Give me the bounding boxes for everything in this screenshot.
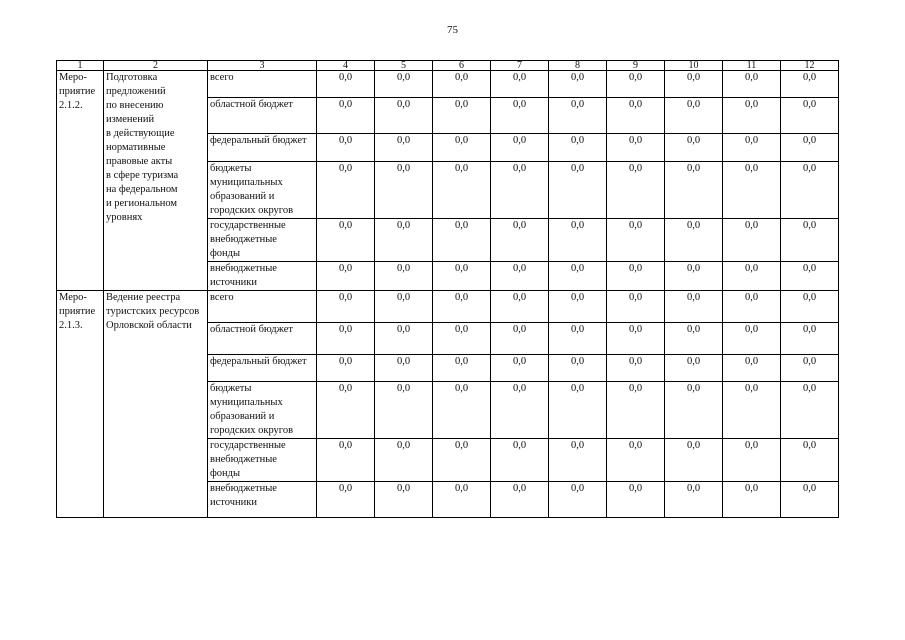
amount-cell: 0,0 xyxy=(375,323,433,355)
amount-cell: 0,0 xyxy=(549,291,607,323)
amount-cell: 0,0 xyxy=(317,291,375,323)
amount-cell: 0,0 xyxy=(723,219,781,262)
funding-source: федеральный бюджет xyxy=(208,134,317,162)
amount-cell: 0,0 xyxy=(375,262,433,291)
funding-source: бюджеты муниципальных образований и городских округов xyxy=(208,162,317,219)
activity-code: Меро- приятие 2.1.2. xyxy=(57,71,104,291)
amount-cell: 0,0 xyxy=(491,382,549,439)
amount-cell: 0,0 xyxy=(723,291,781,323)
amount-cell: 0,0 xyxy=(433,262,491,291)
amount-cell: 0,0 xyxy=(781,355,839,382)
column-number: 7 xyxy=(491,61,549,71)
amount-cell: 0,0 xyxy=(723,355,781,382)
amount-cell: 0,0 xyxy=(375,162,433,219)
amount-cell: 0,0 xyxy=(375,439,433,482)
amount-cell: 0,0 xyxy=(781,219,839,262)
amount-cell: 0,0 xyxy=(317,355,375,382)
amount-cell: 0,0 xyxy=(665,71,723,98)
amount-cell: 0,0 xyxy=(723,162,781,219)
amount-cell: 0,0 xyxy=(491,355,549,382)
amount-cell: 0,0 xyxy=(491,98,549,134)
amount-cell: 0,0 xyxy=(491,439,549,482)
amount-cell: 0,0 xyxy=(781,382,839,439)
funding-source: областной бюджет xyxy=(208,98,317,134)
amount-cell: 0,0 xyxy=(317,439,375,482)
amount-cell: 0,0 xyxy=(375,71,433,98)
amount-cell: 0,0 xyxy=(781,439,839,482)
amount-cell: 0,0 xyxy=(549,382,607,439)
amount-cell: 0,0 xyxy=(607,323,665,355)
amount-cell: 0,0 xyxy=(723,323,781,355)
column-number: 9 xyxy=(607,61,665,71)
amount-cell: 0,0 xyxy=(317,382,375,439)
amount-cell: 0,0 xyxy=(665,162,723,219)
column-number: 6 xyxy=(433,61,491,71)
amount-cell: 0,0 xyxy=(549,219,607,262)
amount-cell: 0,0 xyxy=(607,482,665,518)
amount-cell: 0,0 xyxy=(549,323,607,355)
amount-cell: 0,0 xyxy=(607,219,665,262)
amount-cell: 0,0 xyxy=(665,219,723,262)
amount-cell: 0,0 xyxy=(317,134,375,162)
amount-cell: 0,0 xyxy=(317,482,375,518)
funding-source: внебюджетные источники xyxy=(208,482,317,518)
amount-cell: 0,0 xyxy=(781,262,839,291)
table-row xyxy=(57,71,839,98)
amount-cell: 0,0 xyxy=(607,134,665,162)
amount-cell: 0,0 xyxy=(665,262,723,291)
amount-cell: 0,0 xyxy=(665,291,723,323)
column-number: 11 xyxy=(723,61,781,71)
amount-cell: 0,0 xyxy=(375,382,433,439)
amount-cell: 0,0 xyxy=(375,355,433,382)
amount-cell: 0,0 xyxy=(433,162,491,219)
amount-cell: 0,0 xyxy=(781,71,839,98)
activity-name: Ведение реестра туристских ресурсов Орловской области xyxy=(104,291,208,518)
funding-table xyxy=(56,60,839,518)
amount-cell: 0,0 xyxy=(665,134,723,162)
amount-cell: 0,0 xyxy=(665,98,723,134)
amount-cell: 0,0 xyxy=(433,98,491,134)
amount-cell: 0,0 xyxy=(549,162,607,219)
amount-cell: 0,0 xyxy=(433,291,491,323)
amount-cell: 0,0 xyxy=(607,71,665,98)
amount-cell: 0,0 xyxy=(491,291,549,323)
amount-cell: 0,0 xyxy=(665,355,723,382)
amount-cell: 0,0 xyxy=(491,323,549,355)
amount-cell: 0,0 xyxy=(433,355,491,382)
amount-cell: 0,0 xyxy=(723,98,781,134)
amount-cell: 0,0 xyxy=(491,262,549,291)
amount-cell: 0,0 xyxy=(781,134,839,162)
amount-cell: 0,0 xyxy=(723,262,781,291)
funding-source: федеральный бюджет xyxy=(208,355,317,382)
amount-cell: 0,0 xyxy=(607,291,665,323)
amount-cell: 0,0 xyxy=(781,291,839,323)
amount-cell: 0,0 xyxy=(665,439,723,482)
amount-cell: 0,0 xyxy=(317,262,375,291)
amount-cell: 0,0 xyxy=(491,482,549,518)
amount-cell: 0,0 xyxy=(781,323,839,355)
amount-cell: 0,0 xyxy=(549,71,607,98)
column-number: 4 xyxy=(317,61,375,71)
column-number: 1 xyxy=(57,61,104,71)
amount-cell: 0,0 xyxy=(723,439,781,482)
activity-code: Меро- приятие 2.1.3. xyxy=(57,291,104,518)
amount-cell: 0,0 xyxy=(781,98,839,134)
amount-cell: 0,0 xyxy=(665,382,723,439)
funding-source: внебюджетные источники xyxy=(208,262,317,291)
amount-cell: 0,0 xyxy=(607,162,665,219)
amount-cell: 0,0 xyxy=(491,162,549,219)
amount-cell: 0,0 xyxy=(781,482,839,518)
amount-cell: 0,0 xyxy=(375,134,433,162)
amount-cell: 0,0 xyxy=(607,98,665,134)
column-number: 8 xyxy=(549,61,607,71)
amount-cell: 0,0 xyxy=(723,482,781,518)
amount-cell: 0,0 xyxy=(433,482,491,518)
table-body xyxy=(57,71,839,518)
amount-cell: 0,0 xyxy=(665,482,723,518)
amount-cell: 0,0 xyxy=(433,219,491,262)
amount-cell: 0,0 xyxy=(723,382,781,439)
amount-cell: 0,0 xyxy=(491,71,549,98)
amount-cell: 0,0 xyxy=(375,98,433,134)
amount-cell: 0,0 xyxy=(317,162,375,219)
table-row xyxy=(57,291,839,323)
amount-cell: 0,0 xyxy=(781,162,839,219)
amount-cell: 0,0 xyxy=(375,482,433,518)
amount-cell: 0,0 xyxy=(549,355,607,382)
amount-cell: 0,0 xyxy=(433,382,491,439)
funding-source: областной бюджет xyxy=(208,323,317,355)
amount-cell: 0,0 xyxy=(491,219,549,262)
amount-cell: 0,0 xyxy=(491,134,549,162)
amount-cell: 0,0 xyxy=(433,439,491,482)
amount-cell: 0,0 xyxy=(375,219,433,262)
amount-cell: 0,0 xyxy=(607,439,665,482)
activity-name: Подготовка предложений по внесению изменений в действующие нормативные правовые акты в сфере туризма на федеральном и региональном уровнях xyxy=(104,71,208,291)
column-number: 3 xyxy=(208,61,317,71)
column-number: 10 xyxy=(665,61,723,71)
column-number-row xyxy=(57,61,839,71)
amount-cell: 0,0 xyxy=(433,134,491,162)
amount-cell: 0,0 xyxy=(317,219,375,262)
amount-cell: 0,0 xyxy=(549,262,607,291)
funding-source: всего xyxy=(208,71,317,98)
amount-cell: 0,0 xyxy=(607,382,665,439)
amount-cell: 0,0 xyxy=(549,134,607,162)
amount-cell: 0,0 xyxy=(723,71,781,98)
funding-source: бюджеты муниципальных образований и городских округов xyxy=(208,382,317,439)
funding-source: государственные внебюджетные фонды xyxy=(208,439,317,482)
amount-cell: 0,0 xyxy=(549,98,607,134)
amount-cell: 0,0 xyxy=(433,323,491,355)
amount-cell: 0,0 xyxy=(317,71,375,98)
amount-cell: 0,0 xyxy=(433,71,491,98)
page-number: 75 xyxy=(447,24,458,36)
amount-cell: 0,0 xyxy=(723,134,781,162)
funding-source: всего xyxy=(208,291,317,323)
column-number: 12 xyxy=(781,61,839,71)
amount-cell: 0,0 xyxy=(549,482,607,518)
amount-cell: 0,0 xyxy=(375,291,433,323)
funding-source: государственные внебюджетные фонды xyxy=(208,219,317,262)
amount-cell: 0,0 xyxy=(317,98,375,134)
amount-cell: 0,0 xyxy=(607,262,665,291)
amount-cell: 0,0 xyxy=(607,355,665,382)
column-number: 2 xyxy=(104,61,208,71)
amount-cell: 0,0 xyxy=(549,439,607,482)
column-number: 5 xyxy=(375,61,433,71)
amount-cell: 0,0 xyxy=(665,323,723,355)
amount-cell: 0,0 xyxy=(317,323,375,355)
